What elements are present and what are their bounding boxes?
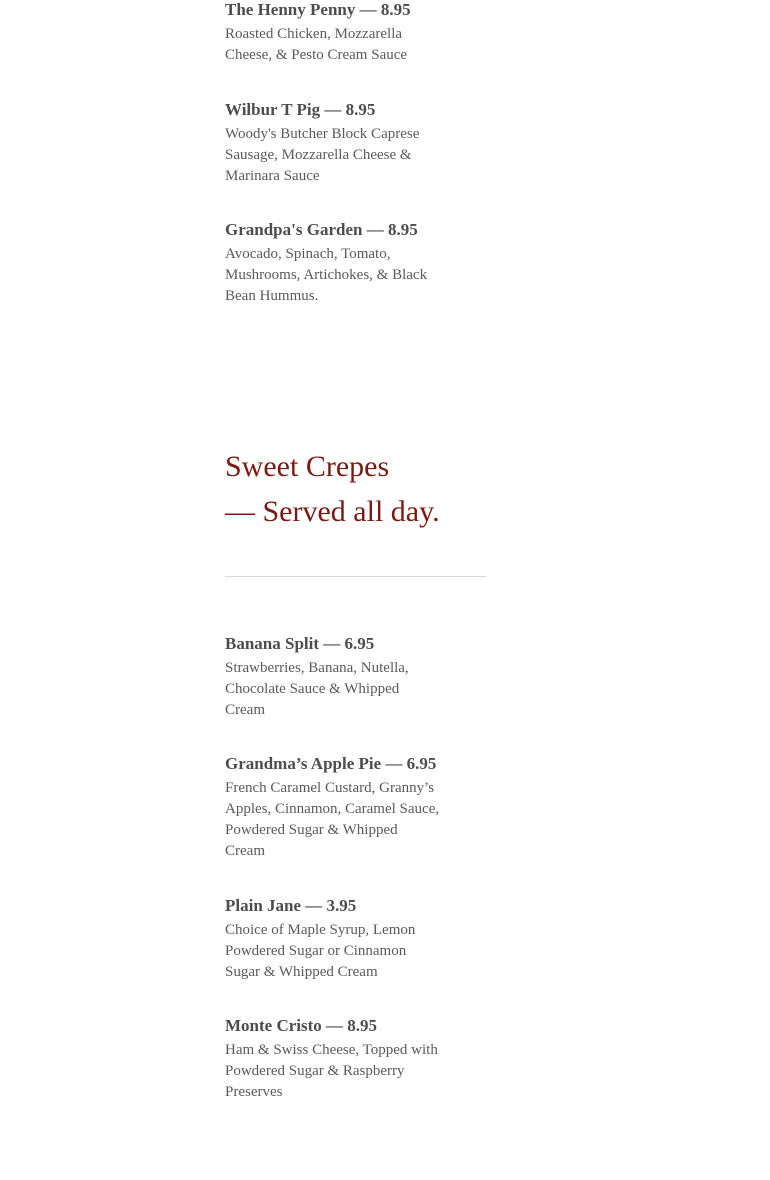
menu-item-description: Ham & Swiss Cheese, Topped with Powdered Sugar & Raspberry Preserves: [225, 1042, 438, 1100]
menu-item-title: Plain Jane — 3.95: [225, 896, 357, 915]
menu-item-description: Choice of Maple Syrup, Lemon Powdered Sugar or Cinnamon Sugar & Whipped Cream: [225, 922, 416, 980]
menu-item-description: Woody's Butcher Block Caprese Sausage, Mozzarella Cheese & Marinara Sauce: [225, 126, 420, 184]
section-heading-line: Sweet Crepes: [225, 450, 390, 483]
menu-item-title: Wilbur T Pig — 8.95: [225, 100, 376, 119]
section-heading-line: — Served all day.: [225, 495, 440, 528]
menu-item-plain-jane: [225, 895, 487, 983]
menu-item-title: Grandma’s Apple Pie — 6.95: [225, 754, 437, 773]
menu-item-description: French Caramel Custard, Granny’s Apples, Cinnamon, Caramel Sauce, Powdered Sugar & Whipped Cream: [225, 780, 440, 859]
menu-item-description: Roasted Chicken, Mozzarella Cheese, & Pesto Cream Sauce: [225, 26, 408, 63]
menu-item-title: Banana Split — 6.95: [225, 634, 375, 653]
menu-item-grandpas-garden: [225, 219, 487, 307]
menu-item-monte-cristo: [225, 1015, 487, 1103]
menu-item-henny-penny: [225, 0, 487, 66]
menu-item-title: Monte Cristo — 8.95: [225, 1016, 378, 1035]
menu-item-description: Strawberries, Banana, Nutella, Chocolate Sauce & Whipped Cream: [225, 660, 409, 718]
menu-item-title: The Henny Penny — 8.95: [225, 0, 411, 19]
menu-item-description: Avocado, Spinach, Tomato, Mushrooms, Artichokes, & Black Bean Hummus.: [225, 246, 428, 304]
section-divider: [225, 576, 486, 577]
menu-item-title: Grandpa's Garden — 8.95: [225, 220, 418, 239]
menu-item-banana-split: [225, 633, 487, 721]
sweet-crepes-heading: [225, 444, 487, 534]
menu-item-wilbur-t-pig: [225, 99, 487, 187]
menu-item-grandmas-apple-pie: [225, 753, 487, 862]
